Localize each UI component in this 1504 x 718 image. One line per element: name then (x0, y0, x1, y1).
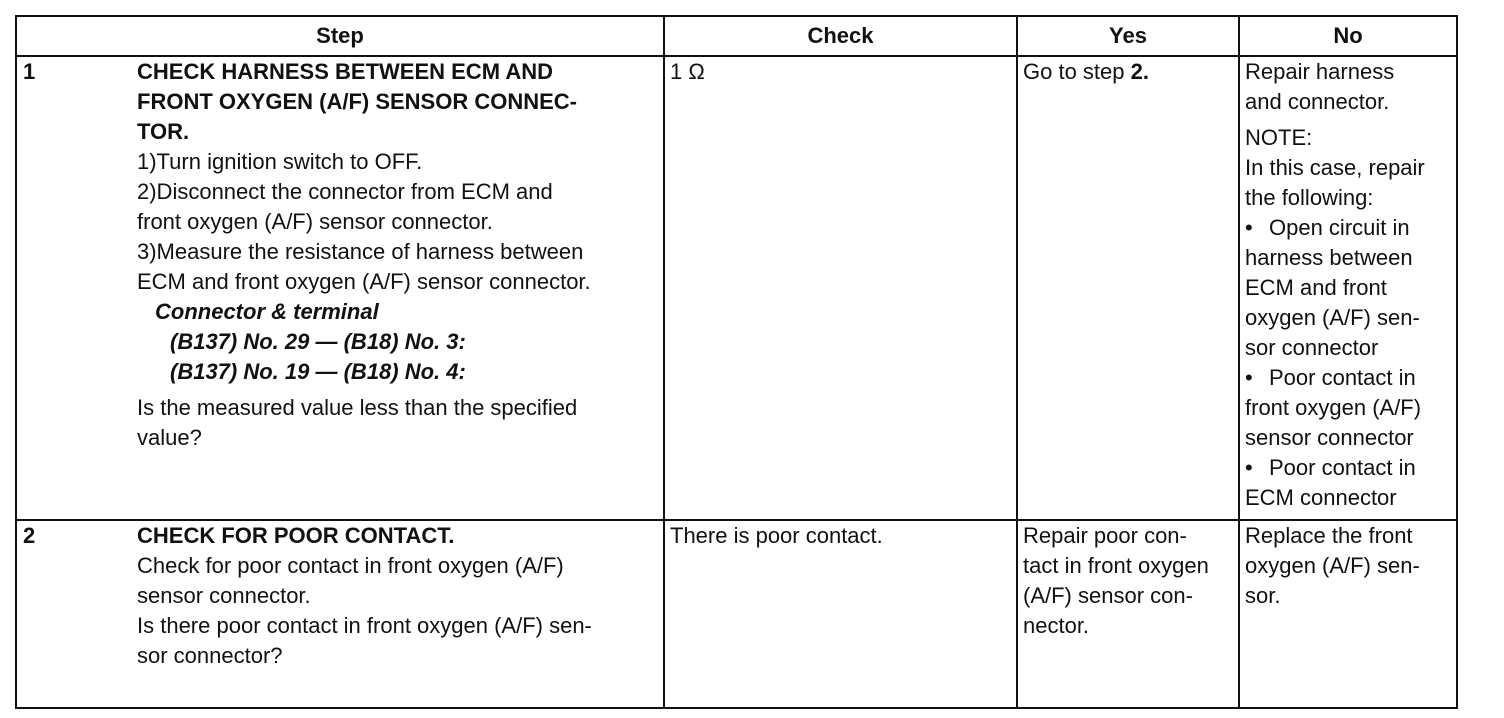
header-check: Check (664, 16, 1017, 56)
yes-line: Repair poor con- (1023, 523, 1187, 548)
question-line: Is the measured value less than the specified (137, 395, 578, 420)
note-line: the following: (1245, 185, 1374, 210)
table-row-step-1 (16, 56, 1457, 520)
header-yes: Yes (1017, 16, 1239, 56)
note-line: In this case, repair (1245, 155, 1425, 180)
instruction-line: 2)Disconnect the connector from ECM and (137, 179, 553, 204)
no-cell (1239, 520, 1457, 708)
yes-line: tact in front oxygen (1023, 553, 1209, 578)
terminal-spec: (B137) No. 19 — (B18) No. 4: (170, 359, 466, 384)
step-title: CHECK FOR POOR CONTACT. (137, 523, 455, 548)
bullet-item-line: ECM and front (1245, 275, 1387, 300)
yes-step-ref: 2. (1130, 59, 1149, 84)
header-row (16, 16, 1457, 56)
no-line: Repair harness (1245, 59, 1395, 84)
bullet-item-line: oxygen (A/F) sen- (1245, 305, 1420, 330)
terminal-spec: (B137) No. 29 — (B18) No. 3: (170, 329, 466, 354)
step-title-line: FRONT OXYGEN (A/F) SENSOR CONNEC- (137, 89, 578, 114)
no-line: Replace the front (1245, 523, 1413, 548)
body-line: sensor connector. (137, 583, 311, 608)
bullet-item-line: ECM connector (1245, 485, 1397, 510)
instruction-line: 1)Turn ignition switch to OFF. (137, 149, 423, 174)
yes-line: nector. (1023, 613, 1090, 638)
check-value: 1 Ω (670, 59, 705, 84)
step-cell (16, 520, 664, 708)
diagnostic-table (15, 15, 1458, 709)
yes-text: Go to step (1023, 59, 1131, 84)
no-line: sor. (1245, 583, 1281, 608)
step-number: 1 (23, 59, 36, 84)
yes-cell (1017, 56, 1239, 520)
bullet-item-line: • Poor contact in (1245, 363, 1451, 393)
step-title-line: CHECK HARNESS BETWEEN ECM AND (137, 59, 553, 84)
yes-line: (A/F) sensor con- (1023, 583, 1193, 608)
header-step: Step (16, 16, 664, 56)
instruction-line: 3)Measure the resistance of harness between (137, 239, 584, 264)
no-line: oxygen (A/F) sen- (1245, 553, 1420, 578)
no-cell (1239, 56, 1457, 520)
step-number: 2 (23, 523, 36, 548)
bullet-item-line: sor connector (1245, 335, 1379, 360)
bullet-item-line: • Poor contact in (1245, 453, 1451, 483)
check-value: There is poor contact. (670, 523, 883, 548)
connector-label: Connector & terminal (155, 299, 379, 324)
body-line: Is there poor contact in front oxygen (A/F) sen- (137, 613, 592, 638)
yes-cell (1017, 520, 1239, 708)
note-label: NOTE: (1245, 125, 1313, 150)
bullet-item-line: harness between (1245, 245, 1413, 270)
instruction-line: front oxygen (A/F) sensor connector. (137, 209, 493, 234)
no-line: and connector. (1245, 89, 1390, 114)
table-row-step-2 (16, 520, 1457, 708)
check-cell (664, 520, 1017, 708)
body-line: sor connector? (137, 643, 283, 668)
bullet-icon: • (1245, 215, 1253, 240)
body-line: Check for poor contact in front oxygen (A/F) (137, 553, 564, 578)
bullet-icon: • (1245, 365, 1253, 390)
header-no: No (1239, 16, 1457, 56)
bullet-icon: • (1245, 455, 1253, 480)
step-title-line: TOR. (137, 119, 190, 144)
bullet-item-line: front oxygen (A/F) (1245, 395, 1422, 420)
check-cell (664, 56, 1017, 520)
step-cell (16, 56, 664, 520)
bullet-item-line: • Open circuit in (1245, 213, 1451, 243)
instruction-line: ECM and front oxygen (A/F) sensor connector. (137, 269, 591, 294)
bullet-item-line: sensor connector (1245, 425, 1414, 450)
question-line: value? (137, 425, 202, 450)
